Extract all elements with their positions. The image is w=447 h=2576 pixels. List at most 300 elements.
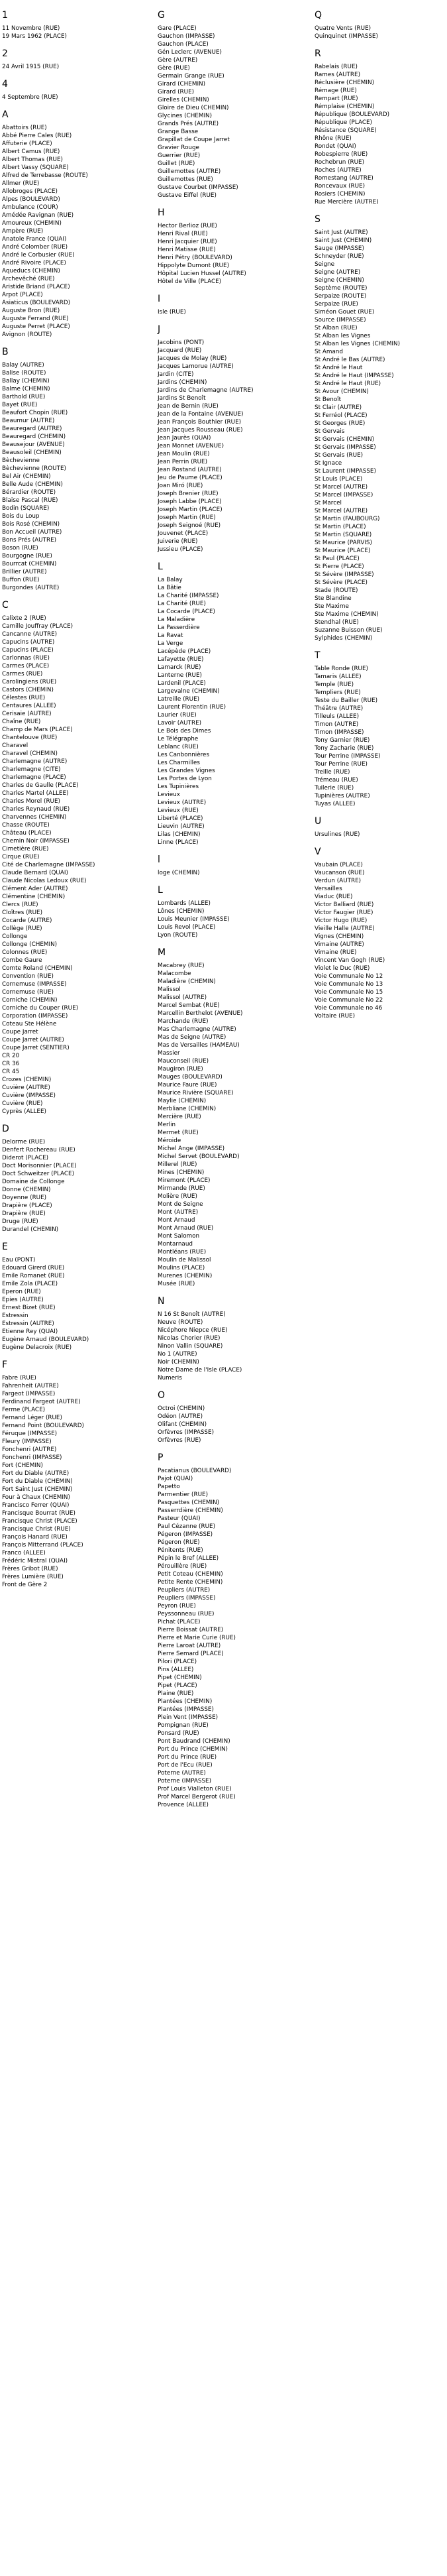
- street-list-item: Miremont (PLACE): [158, 1177, 211, 1184]
- street-list-item: Henri Pétry (BOULEVARD): [158, 255, 232, 261]
- street-list-item: Four à Chaux (CHEMIN): [2, 1494, 70, 1501]
- street-list-item: Charles de Gaulle (PLACE): [2, 782, 79, 789]
- street-list-item: Prof Louis Vialleton (RUE): [158, 1786, 232, 1792]
- street-list-item: Parmentier (RUE): [158, 1492, 209, 1498]
- street-list-item: Les Charmilles: [158, 760, 201, 766]
- index-section: [2, 1241, 148, 1352]
- street-list-item: Roncevaux (RUE): [315, 183, 366, 190]
- street-list-item: St Marcel (AUTRE): [315, 508, 368, 514]
- street-list-item: Colonnes (RUE): [2, 949, 48, 956]
- street-list-item: Schneyder (RUE): [315, 253, 364, 260]
- street-list-item: Vimaine (AUTRE): [315, 941, 364, 948]
- section-letter-heading: 4: [2, 79, 8, 89]
- street-list-item: Guillet (RUE): [158, 160, 195, 167]
- street-list-item: St Paul (PLACE): [315, 556, 360, 562]
- street-list-item: Amoureux (CHEMIN): [2, 220, 62, 227]
- street-list-item: Germain Grange (RUE): [158, 73, 224, 80]
- street-list-item: Grapillat de Coupe Jarret: [158, 137, 230, 143]
- street-list-item: Carmes (RUE): [2, 671, 43, 677]
- index-column: [2, 9, 148, 1596]
- street-list-item: Joseph Labbe (PLACE): [158, 498, 222, 505]
- street-list-item: Doct Morisonnier (PLACE): [2, 1163, 77, 1169]
- street-list-item: Bois Rosé (CHEMIN): [2, 521, 60, 528]
- street-list-item: Notre Dame de l'Isle (PLACE): [158, 1367, 242, 1374]
- street-list-item: Estressin: [2, 1313, 28, 1319]
- street-list-item: Levieux (AUTRE): [158, 799, 207, 806]
- street-list-item: Timon (IMPASSE): [315, 729, 364, 736]
- street-list-item: Maladière (CHEMIN): [158, 978, 216, 985]
- street-list-item: St Avour (CHEMIN): [315, 388, 369, 395]
- street-list-item: Romestang (AUTRE): [315, 175, 373, 182]
- index-section: [315, 213, 446, 642]
- street-list-item: Rosiers (CHEMIN): [315, 191, 366, 198]
- street-list-item: Henri Rival (RUE): [158, 231, 208, 237]
- street-list-item: Tupinières (AUTRE): [315, 793, 370, 799]
- street-list-item: St Alban (RUE): [315, 325, 358, 331]
- street-list-item: Montarnaud: [158, 1241, 193, 1248]
- street-list-item: Camille Jouffray (PLACE): [2, 623, 74, 630]
- street-list-item: Beausejour (AVENUE): [2, 441, 65, 448]
- street-list-item: St Louis (PLACE): [315, 476, 363, 483]
- street-list-item: Petite Rente (CHEMIN): [158, 1579, 223, 1586]
- street-list-item: Teste du Bailler (RUE): [315, 697, 378, 704]
- street-list-item: Pipet (PLACE): [158, 1682, 197, 1689]
- street-list-item: Lafayette (RUE): [158, 656, 204, 663]
- street-list-item: Célestes (RUE): [2, 695, 46, 701]
- street-list-item: Victor Balliard (RUE): [315, 902, 374, 908]
- street-list-item: Druge (RUE): [2, 1218, 38, 1225]
- street-list-item: Pacatianus (BOULEVARD): [158, 1468, 232, 1474]
- street-list-item: Violet le Duc (RUE): [315, 965, 370, 972]
- street-list-item: Chemin Noir (IMPASSE): [2, 838, 70, 845]
- street-list-item: Numeris: [158, 1375, 182, 1381]
- street-list-item: Pierre Laroat (AUTRE): [158, 1643, 221, 1649]
- index-section: [158, 323, 303, 554]
- street-list-item: Mont (AUTRE): [158, 1209, 199, 1216]
- street-list-item: Ste Blandine: [315, 595, 352, 602]
- street-list-item: Diderot (PLACE): [2, 1155, 49, 1161]
- street-list-item: Hippolyte Dumont (RUE): [158, 263, 230, 269]
- street-list-item: Templiers (RUE): [315, 689, 361, 696]
- street-list-item: Corniche du Couper (RUE): [2, 1005, 79, 1012]
- street-list-item: La Cocarde (PLACE): [158, 609, 215, 615]
- street-list-item: Seigne: [315, 261, 335, 268]
- street-list-item: Bayet (RUE): [2, 402, 38, 408]
- street-list-item: Les Portes de Lyon: [158, 776, 212, 782]
- street-list-item: Quatre Vents (RUE): [315, 25, 372, 32]
- street-list-item: Charlemagne (PLACE): [2, 774, 66, 781]
- street-list-item: André Rivoire (PLACE): [2, 260, 66, 266]
- street-list-item: Maylie (CHEMIN): [158, 1098, 207, 1104]
- street-list-item: Latreille (RUE): [158, 696, 200, 703]
- street-list-item: Gloire de Dieu (CHEMIN): [158, 105, 229, 111]
- street-list-item: St Sévère (PLACE): [315, 579, 368, 586]
- street-list-item: Charvennes (CHEMIN): [2, 814, 67, 821]
- index-section: [158, 561, 303, 847]
- street-list-item: Plantées (CHEMIN): [158, 1698, 213, 1705]
- street-list-item: Charavel: [2, 742, 28, 749]
- street-list-item: République (BOULEVARD): [315, 111, 390, 118]
- street-list-item: Girelles (CHEMIN): [158, 97, 209, 103]
- street-list-item: Château (PLACE): [2, 830, 52, 837]
- index-section: [2, 48, 148, 71]
- street-list-item: Girard (RUE): [158, 89, 195, 95]
- street-list-item: Pérouillère (RUE): [158, 1563, 207, 1570]
- street-list-item: Pilori (PLACE): [158, 1659, 197, 1665]
- street-list-item: Combe Gaure: [2, 957, 42, 964]
- street-list-item: Aristide Briand (PLACE): [2, 284, 70, 290]
- street-list-item: Voie Communale no 46: [315, 1005, 383, 1012]
- street-list-item: Bodin (SQUARE): [2, 505, 50, 512]
- street-list-item: Mont Arnaud: [158, 1217, 195, 1224]
- street-list-item: Capucins (AUTRE): [2, 639, 55, 646]
- street-list-item: Bourrcat (CHEMIN): [2, 561, 57, 567]
- street-list-item: Albert Vassy (SQUARE): [2, 164, 69, 171]
- street-list-item: Jacquard (RUE): [158, 347, 202, 354]
- street-list-item: Doyenne (RUE): [2, 1195, 47, 1201]
- street-list-item: Fabre (RUE): [2, 1375, 36, 1381]
- street-list-item: Jardins St Benoît: [158, 395, 206, 402]
- street-list-item: Serpaize (RUE): [315, 301, 358, 308]
- street-list-item: Pierre Boissat (AUTRE): [158, 1627, 224, 1633]
- index-section: [2, 1359, 148, 1589]
- street-list-item: Front de Gère 2: [2, 1582, 48, 1588]
- street-list-item: Beaumur (AUTRE): [2, 418, 55, 424]
- street-list-item: Alpes (BOULEVARD): [2, 196, 60, 203]
- street-list-item: Jussieu (PLACE): [158, 546, 203, 553]
- street-list-item: Vieille Halle (AUTRE): [315, 925, 375, 932]
- street-list-item: Capucins (PLACE): [2, 647, 54, 654]
- index-section: [158, 947, 303, 1288]
- street-list-item: Durandel (CHEMIN): [2, 1226, 59, 1233]
- section-letter-heading: F: [2, 1360, 8, 1370]
- street-list-item: Treille (RUE): [315, 769, 350, 776]
- street-list-item: Vimaine (RUE): [315, 949, 357, 956]
- street-list-item: St Ferréol (PLACE): [315, 412, 368, 419]
- street-list-item: Maurice Faure (RUE): [158, 1082, 217, 1088]
- street-list-item: Frères Gribot (RUE): [2, 1566, 58, 1572]
- street-list-item: Jardins (CHEMIN): [158, 379, 207, 386]
- section-letter-heading: V: [315, 847, 321, 857]
- street-list-item: Eau (PONT): [2, 1257, 36, 1263]
- street-list-item: Jean Moulin (RUE): [158, 451, 210, 457]
- street-list-item: Jean Jaurès (QUAI): [158, 435, 211, 441]
- street-list-item: Malissol: [158, 986, 181, 993]
- street-list-item: Fargeot (IMPASSE): [2, 1391, 56, 1397]
- street-list-item: St André le Haut: [315, 365, 363, 371]
- street-list-item: Cyprès (ALLEE): [2, 1108, 46, 1115]
- street-list-item: Rondet (QUAI): [315, 143, 356, 150]
- street-list-item: Lombards (ALLEE): [158, 900, 211, 907]
- index-section: [2, 9, 148, 40]
- street-list-item: St Alban les Vignes (CHEMIN): [315, 341, 401, 347]
- street-list-item: Tour Perrine (RUE): [315, 761, 368, 768]
- street-list-item: Aqueducs (CHEMIN): [2, 268, 60, 274]
- street-list-item: Source (IMPASSE): [315, 317, 366, 323]
- street-list-item: Jardin (CITE): [158, 371, 194, 378]
- street-list-item: Bois du Loup: [2, 513, 40, 520]
- section-letter-heading: G: [158, 10, 165, 21]
- street-list-item: Rempart (RUE): [315, 95, 358, 102]
- street-list-item: Francisco Ferrer (QUAI): [2, 1502, 70, 1509]
- street-list-item: St Maurice (PARVIS): [315, 540, 372, 546]
- street-list-item: La Passerdière: [158, 624, 200, 631]
- street-list-item: Jean Perrin (RUE): [158, 459, 208, 465]
- street-list-item: Neuve (ROUTE): [158, 1319, 203, 1326]
- street-list-item: Fonchenri (IMPASSE): [2, 1454, 62, 1461]
- index-section: [2, 599, 148, 1116]
- street-list-item: Charlemagne (CITE): [2, 766, 61, 773]
- street-list-item: St Maurice (PLACE): [315, 548, 371, 554]
- street-list-item: Timon (AUTRE): [315, 721, 359, 728]
- street-list-item: Montléans (RUE): [158, 1249, 207, 1256]
- street-list-item: Collège (RUE): [2, 925, 42, 932]
- street-list-item: Plantées (IMPASSE): [158, 1706, 214, 1713]
- street-list-item: Gustave Courbet (IMPASSE): [158, 184, 238, 191]
- street-list-item: Seigne (AUTRE): [315, 269, 361, 276]
- street-list-item: Versailles: [315, 886, 342, 892]
- street-list-item: Petit Coteau (CHEMIN): [158, 1571, 223, 1578]
- street-list-item: St Benoît: [315, 396, 342, 403]
- street-list-item: Mermet (RUE): [158, 1130, 199, 1136]
- street-list-item: St Sévère (IMPASSE): [315, 571, 374, 578]
- street-list-item: Roches (AUTRE): [315, 167, 362, 174]
- street-list-item: Malacombe: [158, 970, 191, 977]
- street-list-item: Michel Ange (IMPASSE): [158, 1145, 225, 1152]
- street-list-item: St André le Haut (RUE): [315, 381, 381, 387]
- index-section: [2, 346, 148, 592]
- street-list-item: Port de l'Ecu (RUE): [158, 1762, 213, 1769]
- street-list-item: Vaucanson (RUE): [315, 870, 365, 876]
- street-list-item: Charavel (CHEMIN): [2, 750, 58, 757]
- street-list-item: Henri Matisse (RUE): [158, 247, 216, 253]
- street-list-item: Centaures (ALLEE): [2, 703, 56, 709]
- street-list-item: St Gervais (IMPASSE): [315, 444, 376, 451]
- street-list-item: Buffon (RUE): [2, 577, 40, 583]
- street-list-item: Mont de Seigne: [158, 1201, 203, 1208]
- street-list-item: CR 20: [2, 1053, 20, 1059]
- street-list-item: Joseph Brenier (RUE): [158, 491, 219, 497]
- street-list-item: Merbliane (CHEMIN): [158, 1106, 217, 1112]
- street-list-item: Emile Zola (PLACE): [2, 1281, 58, 1287]
- street-list-item: Marcel Sembat (RUE): [158, 1002, 220, 1009]
- street-list-item: Gauchon (PLACE): [158, 41, 209, 48]
- street-list-item: Odéon (AUTRE): [158, 1413, 203, 1420]
- street-list-item: Fort (CHEMIN): [2, 1462, 43, 1469]
- street-list-item: CR 36: [2, 1061, 20, 1067]
- street-list-item: Tuyas (ALLEE): [315, 801, 356, 807]
- street-list-item: Réclusière (CHEMIN): [315, 80, 375, 86]
- street-list-item: Alfred de Terrebasse (ROUTE): [2, 172, 88, 179]
- street-list-item: Domaine de Collonge: [2, 1179, 65, 1185]
- street-list-item: Cocarde (AUTRE): [2, 917, 52, 924]
- street-list-item: Beauregard (AUTRE): [2, 426, 62, 432]
- street-list-item: Peupliers (IMPASSE): [158, 1595, 216, 1602]
- street-list-item: Trémeau (RUE): [315, 777, 358, 784]
- street-list-item: Lyon (ROUTE): [158, 932, 198, 939]
- street-list-item: Pierre Semard (PLACE): [158, 1651, 224, 1657]
- street-list-item: Largevalne (CHEMIN): [158, 688, 220, 695]
- street-list-item: 11 Novembre (RUE): [2, 25, 60, 32]
- street-list-item: Eperon (RUE): [2, 1289, 41, 1295]
- street-list-item: Gauchon (IMPASSE): [158, 33, 215, 40]
- street-list-item: André le Corbusier (RUE): [2, 252, 75, 259]
- street-list-item: Calixte 2 (RUE): [2, 615, 46, 622]
- street-list-item: La Charité (IMPASSE): [158, 593, 219, 599]
- street-list-item: Chasse (ROUTE): [2, 822, 50, 829]
- street-list-item: Les Canbonnières: [158, 752, 210, 758]
- street-list-item: Bourgogne (RUE): [2, 553, 52, 559]
- street-list-item: Les Grandes Vignes: [158, 768, 215, 774]
- street-list-item: Jean Monnet (AVENUE): [158, 443, 224, 449]
- street-list-item: Ste Maxime: [315, 603, 349, 610]
- street-list-item: Balise (ROUTE): [2, 370, 46, 377]
- index-section: [2, 109, 148, 339]
- street-list-item: Ponsard (RUE): [158, 1730, 199, 1737]
- street-list-item: Merlin: [158, 1122, 176, 1128]
- index-section: [158, 884, 303, 939]
- index-section: [158, 1295, 303, 1382]
- street-list-item: Robespierre (RUE): [315, 151, 368, 158]
- street-list-item: Hector Berlioz (RUE): [158, 223, 217, 229]
- section-letter-heading: A: [2, 109, 9, 120]
- street-list-item: Doct Schweitzer (PLACE): [2, 1171, 75, 1177]
- index-column: [158, 9, 303, 1816]
- street-list-item: Mercière (RUE): [158, 1114, 201, 1120]
- street-list-item: Lanterne (RUE): [158, 672, 202, 679]
- street-list-item: Lacépède (PLACE): [158, 648, 211, 655]
- street-list-item: Fernand Léger (RUE): [2, 1415, 62, 1421]
- street-list-item: Moulin de Malissol: [158, 1257, 211, 1263]
- street-list-item: Charles Reynaud (RUE): [2, 806, 70, 813]
- street-list-item: Pénitents (RUE): [158, 1547, 203, 1554]
- index-section: [158, 854, 303, 877]
- street-list-item: Suzanne Buisson (RUE): [315, 627, 383, 634]
- street-list-item: Tour Perrine (IMPASSE): [315, 753, 381, 760]
- street-list-item: Cuvière (AUTRE): [2, 1084, 50, 1091]
- street-list-item: Résistance (SQUARE): [315, 127, 377, 134]
- street-list-item: Jardins de Charlemagne (AUTRE): [158, 387, 254, 394]
- street-list-item: Asiaticus (BOULEVARD): [2, 300, 71, 306]
- street-list-item: Rémage (RUE): [315, 88, 357, 94]
- street-list-item: Fleury (IMPASSE): [2, 1438, 52, 1445]
- street-list-item: Le Télégraphe: [158, 736, 199, 742]
- section-letter-heading: l: [158, 854, 160, 865]
- street-list-item: Pichat (PLACE): [158, 1619, 201, 1625]
- street-list-item: Coupe Jarret (AUTRE): [2, 1037, 64, 1043]
- street-list-item: François Hanard (RUE): [2, 1534, 68, 1541]
- street-list-item: Voie Communale No 12: [315, 973, 383, 980]
- street-list-item: Collonge: [2, 933, 28, 940]
- street-list-item: Méroide: [158, 1138, 181, 1144]
- street-list-item: Jouvenet (PLACE): [158, 530, 209, 537]
- street-list-item: Fernand Point (BOULEVARD): [2, 1423, 84, 1429]
- street-list-item: Chantelouve (RUE): [2, 734, 58, 741]
- street-list-item: St Gervais (RUE): [315, 452, 364, 459]
- street-list-item: Nicéphore Niepce (RUE): [158, 1327, 228, 1334]
- street-list-item: Beaufort Chopin (RUE): [2, 410, 68, 416]
- street-list-item: Orfèvres (RUE): [158, 1437, 201, 1444]
- street-list-item: St Georges (RUE): [315, 420, 366, 427]
- section-letter-heading: H: [158, 207, 165, 218]
- street-list-item: François Mitterrand (PLACE): [2, 1542, 83, 1549]
- street-list-item: Francisque Christ (PLACE): [2, 1518, 77, 1525]
- street-list-item: St Clair (AUTRE): [315, 404, 362, 411]
- street-list-item: Joseph Martin (PLACE): [158, 506, 223, 513]
- street-list-item: Mines (CHEMIN): [158, 1169, 205, 1176]
- street-list-item: Temple (RUE): [315, 681, 354, 688]
- street-list-item: Mauconseil (RUE): [158, 1058, 209, 1065]
- street-list-item: André Colomber (RUE): [2, 244, 68, 251]
- street-list-item: Marcellin Berthelot (AVENUE): [158, 1010, 243, 1017]
- street-list-item: Barthold (RUE): [2, 394, 46, 400]
- street-list-item: St Gervais: [315, 428, 345, 435]
- street-list-item: St Pierre (PLACE): [315, 563, 364, 570]
- street-list-item: Malissol (AUTRE): [158, 994, 207, 1001]
- street-list-item: Abbé Pierre Cales (RUE): [2, 133, 72, 139]
- street-list-item: Poterne (AUTRE): [158, 1770, 206, 1777]
- street-list-item: Corniche (CHEMIN): [2, 997, 58, 1004]
- street-list-item: Guillemottes (AUTRE): [158, 168, 221, 175]
- street-list-item: Cité de Charlemagne (IMPASSE): [2, 862, 95, 868]
- street-list-item: Cornemuse (IMPASSE): [2, 981, 67, 988]
- street-list-item: Emile Romanet (RUE): [2, 1273, 65, 1279]
- section-letter-heading: 1: [2, 10, 8, 21]
- street-list-item: St Amand: [315, 349, 343, 355]
- street-list-item: Bèchevienne (ROUTE): [2, 465, 66, 472]
- street-list-item: Archevêché (RUE): [2, 276, 55, 282]
- street-list-item: Sauge (IMPASSE): [315, 245, 364, 252]
- street-list-item: Vincent Van Gogh (RUE): [315, 957, 385, 964]
- street-list-item: Murenes (CHEMIN): [158, 1273, 213, 1279]
- street-list-item: Mas de Versailles (HAMEAU): [158, 1042, 240, 1049]
- street-list-item: St Ignace: [315, 460, 342, 467]
- section-letter-heading: M: [158, 947, 166, 958]
- street-list-item: Jacobins (PONT): [158, 339, 205, 346]
- street-list-item: Pasquettes (CHEMIN): [158, 1499, 220, 1506]
- street-list-item: Pierre et Marie Curie (RUE): [158, 1635, 236, 1641]
- street-list-item: Ursulines (RUE): [315, 831, 360, 838]
- street-list-item: Mas de Seigne (AUTRE): [158, 1034, 226, 1041]
- street-list-item: Saint Just (AUTRE): [315, 229, 368, 236]
- section-letter-heading: L: [158, 885, 163, 896]
- street-list-item: Arpot (PLACE): [2, 292, 43, 298]
- street-list-item: Gare (PLACE): [158, 25, 197, 32]
- street-list-item: Bon Accueil (AUTRE): [2, 529, 62, 536]
- section-letter-heading: B: [2, 347, 9, 357]
- street-list-item: Jean Rostand (AUTRE): [158, 467, 222, 473]
- street-list-item: Rochebrun (RUE): [315, 159, 365, 166]
- street-list-item: Carlonnas (RUE): [2, 655, 50, 662]
- street-list-item: St Martin (FAUBOURG): [315, 516, 380, 522]
- street-list-item: Albert Thomas (RUE): [2, 156, 63, 163]
- street-list-item: La Verge: [158, 640, 183, 647]
- street-list-item: Henri Jacquier (RUE): [158, 239, 217, 245]
- street-list-item: Vignes (CHEMIN): [315, 933, 364, 940]
- street-list-item: Théâtre (AUTRE): [315, 705, 364, 712]
- index-section: [158, 1452, 303, 1809]
- street-list-item: Ste Maxime (CHEMIN): [315, 611, 379, 618]
- street-list-item: Port du Prince (CHEMIN): [158, 1746, 228, 1753]
- street-list-item: Auguste Bron (RUE): [2, 308, 60, 314]
- index-section: [315, 846, 446, 1020]
- street-list-item: No 1 (AUTRE): [158, 1351, 197, 1358]
- street-list-item: Gustave Eiffel (RUE): [158, 192, 217, 199]
- street-list-item: N 16 St Benoît (AUTRE): [158, 1311, 226, 1318]
- street-list-item: Gén Leclerc (AVENUE): [158, 49, 222, 56]
- street-list-item: Voie Communale No 15: [315, 989, 383, 996]
- street-list-item: Louis Revol (PLACE): [158, 924, 216, 931]
